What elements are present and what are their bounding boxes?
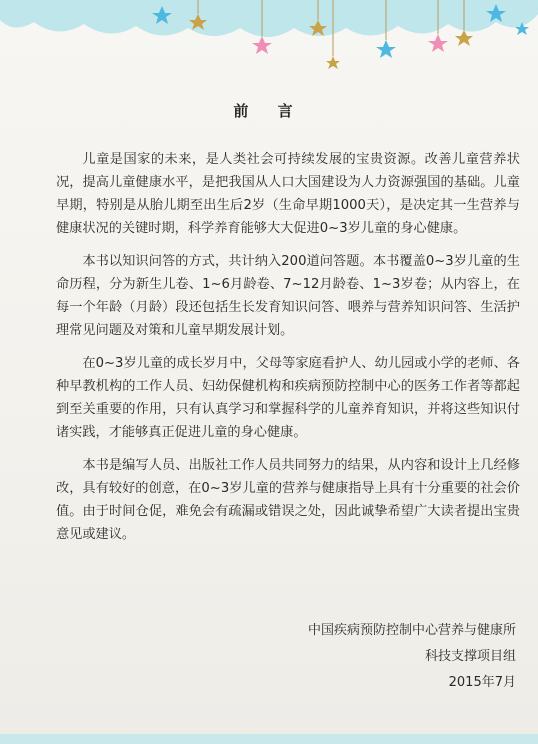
paragraph-4: 本书是编写人员、出版社工作人员共同努力的结果，从内容和设计上几经修改，具有较好的创意，在0~3岁儿童的营养与健康指导上具有十分重要的社会价值。由于时间仓促，难免会有疏漏或错误之处，因此诚挚希望广大读者提出宝贵意见或建议。 [56, 458, 520, 542]
signature-org: 中国疾病预防控制中心营养与健康所 [307, 623, 516, 638]
preface-body [56, 148, 520, 556]
page-title: 前 言 [233, 102, 305, 120]
signature-block [308, 618, 516, 696]
bottom-decorative-band [0, 734, 538, 744]
paragraph-3: 在0~3岁儿童的成长岁月中，父母等家庭看护人、幼儿园或小学的老师、各种早教机构的工作人员、妇幼保健机构和疾病预防控制中心的医务工作者等都起到至关重要的作用，只有认真学习和掌握科学的儿童养育知识，并将这些知识付诸实践，才能够真正促进儿童的身心健康。 [56, 356, 520, 440]
signature-date: 2015年7月 [448, 675, 516, 690]
paragraph-1: 儿童是国家的未来，是人类社会可持续发展的宝贵资源。改善儿童营养状况，提高儿童健康水平，是把我国从人口大国建设为人力资源强国的基础。儿童早期，特别是从胎儿期至出生后2岁（生命早期1000天），是决定其一生营养与健康状况的关键时期，科学养育能够大大促进0~3岁儿童的身心健康。 [56, 152, 520, 236]
paragraph-2: 本书以知识问答的方式，共计纳入200道问答题。本书覆盖0~3岁儿童的生命历程，分为新生儿卷、1~6月龄卷、7~12月龄卷、1~3岁卷；从内容上，在每一个年龄（月龄）段还包括生长发育知识问答、喂养与营养知识问答、生活护理常见问题及对策和儿童早期发展计划。 [56, 254, 520, 338]
signature-dept: 科技支撑项目组 [424, 649, 516, 664]
decorative-banner [0, 0, 538, 70]
cloud-star-decoration [0, 0, 538, 70]
